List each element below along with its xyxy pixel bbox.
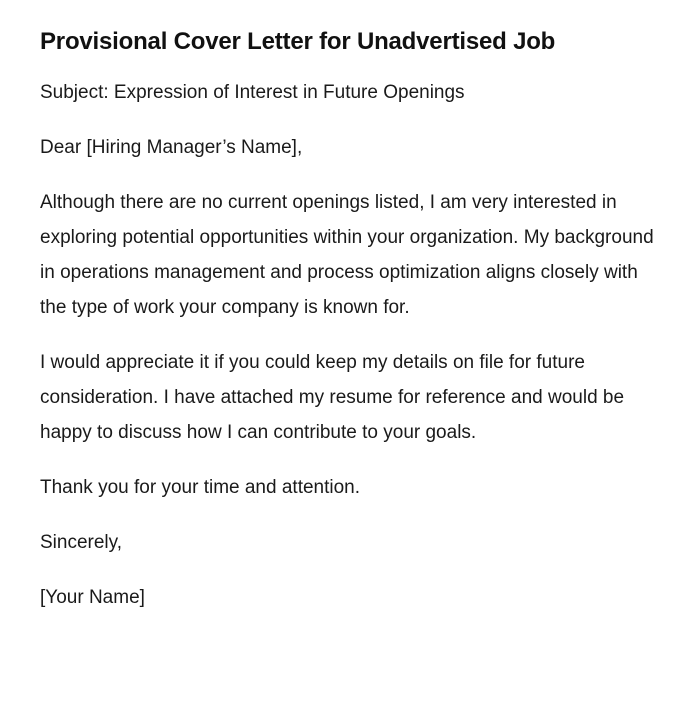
letter-paragraph-intro: Although there are no current openings listed, I am very interested in exploring potential opportunities within your organization. My background in operations management and process optimization aligns closely with the type of work your company is known for. xyxy=(40,192,654,318)
letter-salutation: Dear [Hiring Manager’s Name], xyxy=(40,137,303,158)
letter-subject: Subject: Expression of Interest in Future Openings xyxy=(40,82,465,103)
letter-paragraph-request: I would appreciate it if you could keep my details on file for future consideration. I have attached my resume for reference and would be happy to discuss how I can contribute to your goals. xyxy=(40,352,625,443)
letter-signature: [Your Name] xyxy=(40,587,145,608)
letter-title: Provisional Cover Letter for Unadvertised Job xyxy=(40,28,556,55)
letter-closing: Sincerely, xyxy=(40,532,123,553)
letter-paragraph-thanks: Thank you for your time and attention. xyxy=(40,477,361,498)
